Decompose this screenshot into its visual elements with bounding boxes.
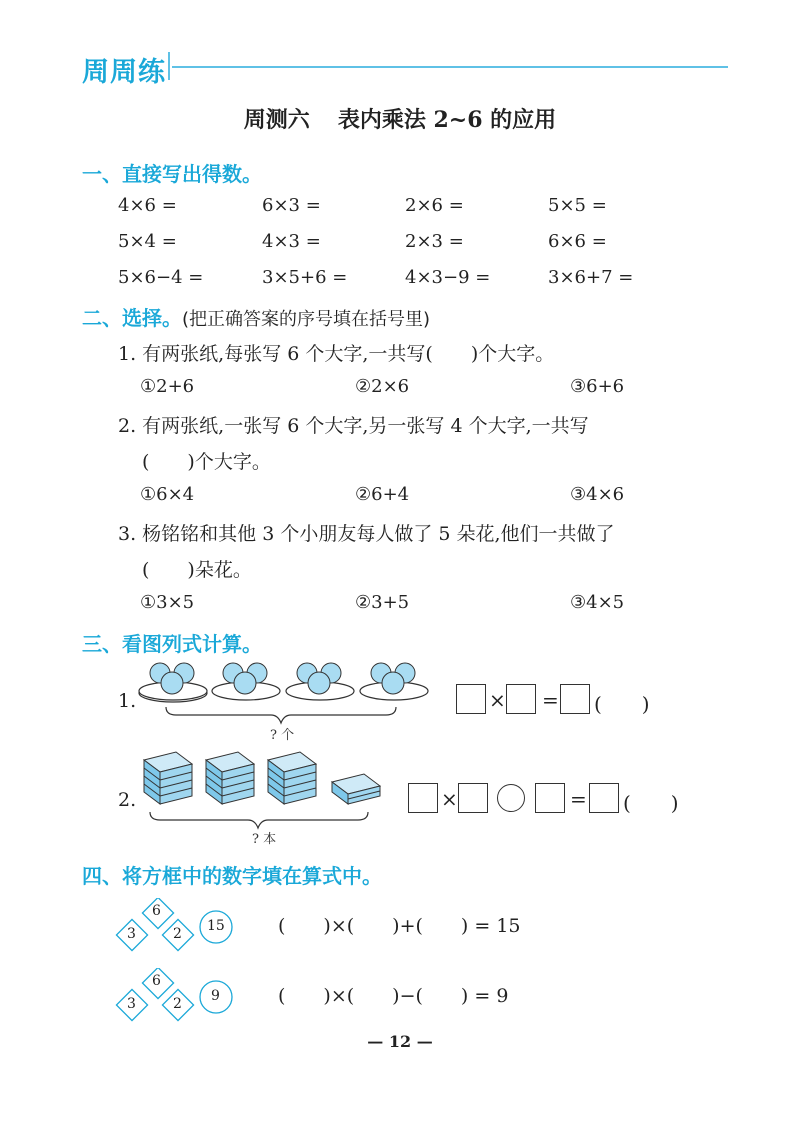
option[interactable]: ②6+4 — [355, 484, 410, 505]
section2-heading-text: 二、选择。 — [82, 306, 182, 330]
apple-icon — [234, 672, 256, 694]
unit-paren[interactable]: ( ) — [623, 791, 679, 815]
section1-heading: 一、直接写出得数。 — [82, 162, 262, 186]
header-brand: 周周练 — [82, 57, 166, 88]
book-stack-small-icon — [332, 774, 380, 804]
calc-cell: 6×6 = — [548, 231, 607, 252]
option[interactable]: ①3×5 — [140, 592, 195, 613]
equals-sign: = — [570, 787, 587, 811]
page-title — [0, 103, 800, 134]
problem-2-number: 2. — [118, 789, 137, 811]
times-sign: × — [489, 688, 506, 712]
diamond-top: 6 — [152, 903, 161, 919]
apple-icon — [382, 672, 404, 694]
question-2: 2. 有两张纸,一张写 6 个大字,另一张写 4 个大字,一共写 — [118, 415, 589, 437]
book-stack-icon — [206, 752, 254, 804]
fill-equation-1[interactable]: ( )×( )+( ) = 15 — [278, 915, 521, 937]
option[interactable]: ③4×5 — [570, 592, 625, 613]
diamond-top: 6 — [152, 973, 161, 989]
problem-1-number: 1. — [118, 690, 137, 712]
header-divider-tick — [168, 52, 170, 80]
calc-cell: 4×3−9 = — [405, 267, 491, 288]
option[interactable]: ③6+6 — [570, 376, 625, 397]
apple-icon — [161, 672, 183, 694]
diamond-left: 3 — [127, 996, 136, 1012]
answer-box[interactable] — [506, 684, 536, 714]
option[interactable]: ②3+5 — [355, 592, 410, 613]
apple-icon — [308, 672, 330, 694]
times-sign: × — [441, 787, 458, 811]
diamond-right: 2 — [173, 926, 182, 942]
option[interactable]: ①6×4 — [140, 484, 195, 505]
option[interactable]: ②2×6 — [355, 376, 410, 397]
calc-cell: 5×5 = — [548, 195, 607, 216]
answer-box[interactable] — [560, 684, 590, 714]
diamond-right: 2 — [173, 996, 182, 1012]
brace-icon — [166, 707, 396, 723]
calc-cell: 5×6−4 = — [118, 267, 204, 288]
equals-sign: = — [542, 688, 559, 712]
option[interactable]: ③4×6 — [570, 484, 625, 505]
brace-label-2: ? 本 — [252, 832, 277, 847]
operator-circle[interactable] — [497, 784, 525, 812]
diamond-left: 3 — [127, 926, 136, 942]
question-3: 3. 杨铭铭和其他 3 个小朋友每人做了 5 朵花,他们一共做了 — [118, 523, 615, 545]
calc-cell: 3×6+7 = — [548, 267, 634, 288]
question-2-line2: ( )个大字。 — [142, 451, 271, 473]
brace-icon — [150, 812, 368, 828]
section3-heading: 三、看图列式计算。 — [82, 632, 262, 656]
answer-box[interactable] — [408, 783, 438, 813]
calc-cell: 2×3 = — [405, 231, 464, 252]
target-number: 9 — [211, 988, 220, 1004]
question-3-line2: ( )朵花。 — [142, 559, 252, 581]
calc-cell: 4×6 = — [118, 195, 177, 216]
page-number: — 12 — — [367, 1032, 433, 1051]
calc-cell: 6×3 = — [262, 195, 321, 216]
answer-box[interactable] — [589, 783, 619, 813]
unit-paren[interactable]: ( ) — [594, 692, 650, 716]
book-stack-icon — [144, 752, 192, 804]
option[interactable]: ①2+6 — [140, 376, 195, 397]
header-rule — [172, 66, 728, 68]
answer-box[interactable] — [456, 684, 486, 714]
answer-box[interactable] — [535, 783, 565, 813]
calc-cell: 4×3 = — [262, 231, 321, 252]
title-part1: 周测六 — [243, 107, 310, 133]
fill-equation-2[interactable]: ( )×( )−( ) = 9 — [278, 985, 509, 1007]
question-1: 1. 有两张纸,每张写 6 个大字,一共写( )个大字。 — [118, 343, 555, 365]
calc-cell: 2×6 = — [405, 195, 464, 216]
book-stack-icon — [268, 752, 316, 804]
section2-heading — [82, 302, 430, 331]
brace-label-1: ? 个 — [270, 728, 295, 743]
section4-heading: 四、将方框中的数字填在算式中。 — [82, 864, 382, 888]
target-number: 15 — [207, 918, 225, 934]
section2-subheading: (把正确答案的序号填在括号里) — [182, 309, 431, 330]
calc-cell: 5×4 = — [118, 231, 177, 252]
calc-cell: 3×5+6 = — [262, 267, 348, 288]
answer-box[interactable] — [458, 783, 488, 813]
title-part2: 表内乘法 2~6 的应用 — [337, 107, 557, 133]
